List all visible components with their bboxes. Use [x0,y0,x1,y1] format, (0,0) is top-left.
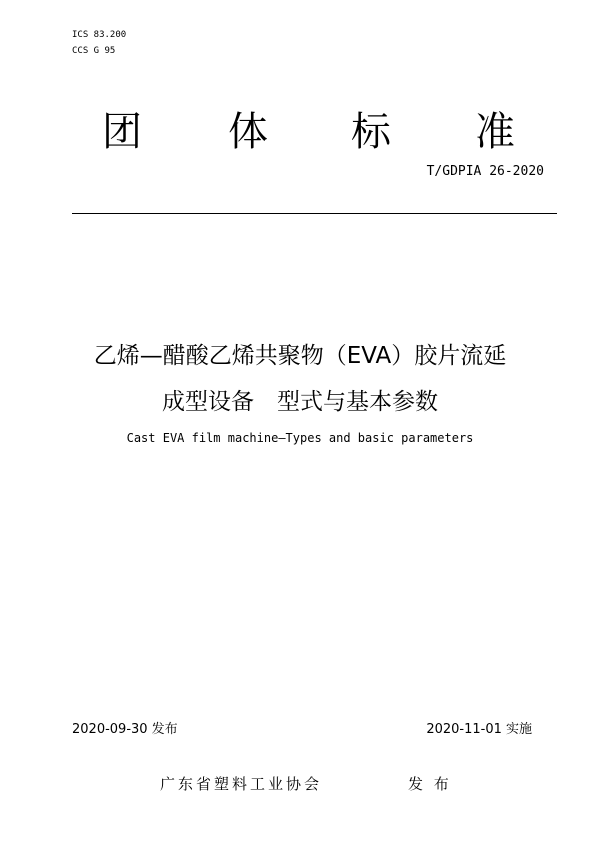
standard-type-char: 团 [102,109,142,155]
standard-type-char: 准 [475,109,515,155]
title-en: Cast EVA film machine—Types and basic parameters [126,431,474,445]
standard-type-char: 体 [228,109,268,155]
title-cn-line1: 乙烯—醋酸乙烯共聚物（EVA）胶片流延 [93,343,507,369]
publishing-organization: 广东省塑料工业协会 [160,775,323,793]
publish-label: 发 布 [408,775,452,793]
ics-code: ICS 83.200 [72,30,127,40]
effective-date: 2020-11-01 实施 [426,722,532,737]
standard-code: T/GDPIA 26-2020 [426,164,544,179]
publish-date: 2020-09-30 发布 [72,722,178,737]
header-divider [72,213,557,214]
title-cn-line2: 成型设备 型式与基本参数 [162,389,438,415]
ccs-code: CCS G 95 [72,46,116,56]
standard-type-char: 标 [351,109,391,155]
